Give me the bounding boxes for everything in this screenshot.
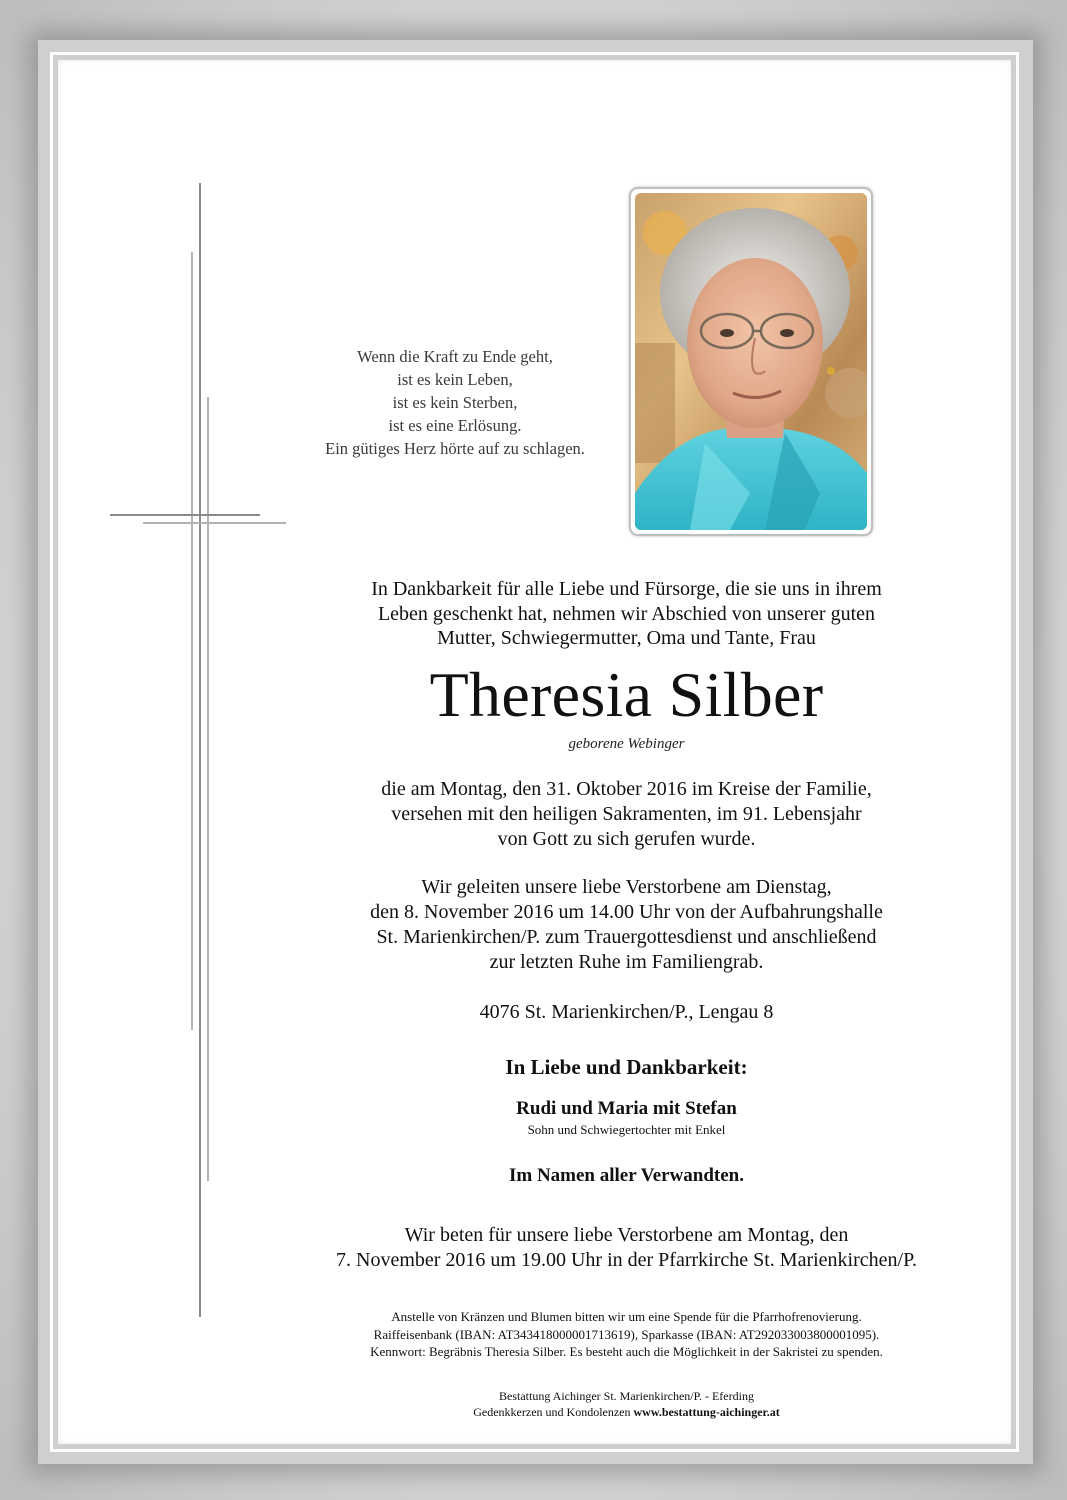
relatives-line: Im Namen aller Verwandten. [508,1165,745,1186]
prayer-line: 7. November 2016 um 19.00 Uhr in der Pfarrkirche St. Marienkirchen/P. [336,1249,917,1271]
prayer-line: Wir beten für unsere liebe Verstorbene am Montag, den [404,1224,849,1246]
portrait-photo [629,187,873,536]
quote-line: Ein gütiges Herz hörte auf zu schlagen. [325,439,585,458]
family-address: 4076 St. Marienkirchen/P., Lengau 8 [479,1001,774,1023]
funeral-line: zur letzten Ruhe im Familiengrab. [489,951,764,973]
mourners-heading: In Liebe und Dankbarkeit: [505,1055,748,1079]
undertaker-footer [300,1388,953,1420]
intro-line: Mutter, Schwiegermutter, Oma und Tante, Frau [437,627,816,649]
death-line: die am Montag, den 31. Oktober 2016 im Kreise der Familie, [381,778,872,800]
deceased-name: Theresia Silber [429,659,824,730]
donation-note [300,1308,953,1361]
mourner-names: Rudi und Maria mit Stefan [516,1098,737,1119]
condolence-line [300,1404,953,1420]
death-line: versehen mit den heiligen Sakramenten, im 91. Lebensjahr [391,803,862,825]
condolence-label: Gedenkkerzen und Kondolenzen [473,1405,634,1419]
undertaker-name: Bestattung Aichinger St. Marienkirchen/P. - Eferding [499,1389,754,1403]
donation-line: Raiffeisenbank (IBAN: AT343418000001713619), Sparkasse (IBAN: AT292033003800001095). [373,1326,880,1342]
mourner-relation: Sohn und Schwiegertochter mit Enkel [527,1122,726,1137]
intro-text [300,577,953,651]
quote-line: Wenn die Kraft zu Ende geht, [357,347,553,366]
portrait-image [635,193,867,530]
funeral-line: den 8. November 2016 um 14.00 Uhr von der Aufbahrungshalle [370,901,883,923]
death-line: von Gott zu sich gerufen wurde. [497,828,756,850]
donation-line: Kennwort: Begräbnis Theresia Silber. Es besteht auch die Möglichkeit in der Sakristei zu spenden. [370,1344,883,1359]
quote-line: ist es kein Leben, [397,370,513,389]
birth-name: geborene Webinger [568,736,685,752]
quote-line: ist es kein Sterben, [392,393,518,412]
intro-line: Leben geschenkt hat, nehmen wir Abschied von unserer guten [377,602,876,625]
prayer-text [300,1223,953,1273]
funeral-text [300,875,953,975]
quote-line: ist es eine Erlösung. [388,416,522,435]
funeral-line: Wir geleiten unsere liebe Verstorbene am Dienstag, [421,876,832,898]
death-text [300,777,953,852]
quote-poem [290,345,620,460]
donation-line: Anstelle von Kränzen und Blumen bitten wir um eine Spende für die Pfarrhofrenovierung. [391,1309,862,1324]
funeral-line: St. Marienkirchen/P. zum Trauergottesdienst und anschließend [376,926,877,948]
website-link[interactable]: www.bestattung-aichinger.at [633,1405,780,1419]
intro-line: In Dankbarkeit für alle Liebe und Fürsorge, die sie uns in ihrem [371,578,882,600]
